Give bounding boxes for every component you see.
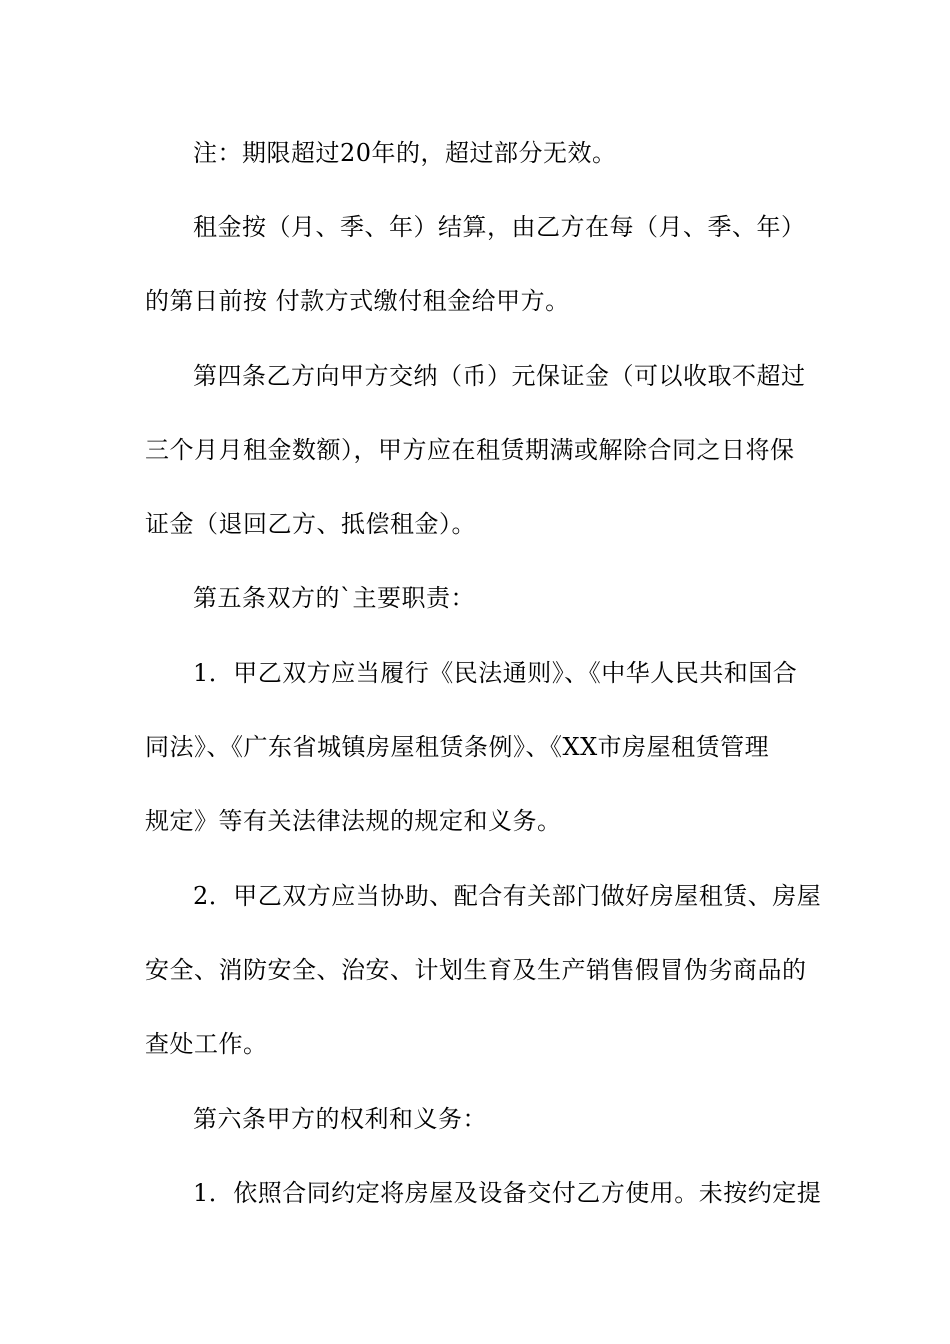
article-5-item-1-line-3: 规定》等有关法律法规的规定和义务。 bbox=[145, 807, 562, 835]
article-5-item-1-line-2: 同法》、《广东省城镇房屋租赁条例》、《XX市房屋租赁管理 bbox=[145, 733, 770, 761]
article-4-line-1: 第四条乙方向甲方交纳（币）元保证金（可以收取不超过 bbox=[193, 362, 806, 390]
article-5-item-2-line-1: 2．甲乙双方应当协助、配合有关部门做好房屋租赁、房屋 bbox=[193, 882, 822, 910]
paragraph-rent-line-1: 租金按（月、季、年）结算，由乙方在每（月、季、年） bbox=[193, 213, 806, 241]
paragraph-note-line: 注：期限超过20年的，超过部分无效。 bbox=[193, 139, 617, 167]
article-5-item-2-line-3: 查处工作。 bbox=[145, 1030, 268, 1058]
article-4-line-3: 证金（退回乙方、抵偿租金）。 bbox=[145, 510, 476, 538]
article-6-item-1-line-1: 1．依照合同约定将房屋及设备交付乙方使用。未按约定提 bbox=[193, 1179, 822, 1207]
article-5-item-1-line-1: 1．甲乙双方应当履行《民法通则》、《中华人民共和国合 bbox=[193, 659, 798, 687]
paragraph-rent-line-2: 的第日前按 付款方式缴付租金给甲方。 bbox=[145, 287, 570, 315]
article-6-heading: 第六条甲方的权利和义务： bbox=[193, 1105, 487, 1133]
article-5-heading: 第五条双方的`主要职责： bbox=[193, 584, 475, 612]
article-5-item-2-line-2: 安全、消防安全、治安、计划生育及生产销售假冒伪劣商品的 bbox=[145, 956, 807, 984]
article-4-line-2: 三个月月租金数额），甲方应在租赁期满或解除合同之日将保 bbox=[145, 436, 795, 464]
